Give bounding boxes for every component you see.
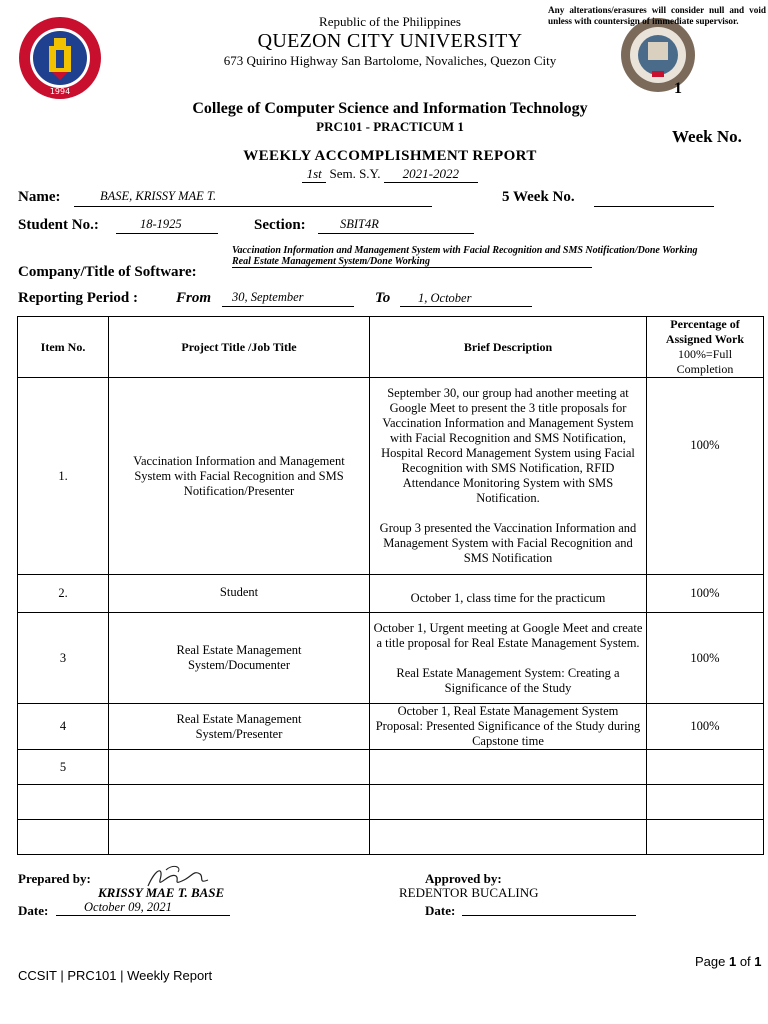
table-header-row (18, 317, 764, 378)
row-1-desc-para-2: Group 3 presented the Vaccination Information and Management System with Facial Recognition and SMS Notification (379, 521, 637, 565)
row-5-project (109, 750, 370, 785)
row-1-description (370, 378, 647, 575)
table-row (18, 704, 764, 750)
prepared-by-label: Prepared by: (18, 871, 91, 886)
row-7-description (370, 820, 647, 855)
row-7-project (109, 820, 370, 855)
alteration-notice: Any alterations/erasures will consider null and void unless with countersign of immediate supervisor. (548, 5, 766, 26)
report-title: WEEKLY ACCOMPLISHMENT REPORT (243, 148, 537, 164)
from-underline (222, 306, 354, 307)
school-year-value: 2021-2022 (384, 166, 478, 183)
name-underline (74, 206, 432, 207)
row-3-percent: 100% (647, 613, 764, 704)
from-label: From (176, 290, 212, 306)
college-name: College of Computer Science and Information Technology (192, 100, 588, 117)
period-label: Reporting Period : (18, 290, 138, 306)
name-label: Name: (18, 189, 61, 205)
row-2-project: Student (109, 575, 370, 613)
header-percentage-title: Percentage of Assigned Work (665, 317, 745, 346)
header-percentage (647, 317, 764, 378)
row-3-desc-para-1: October 1, Urgent meeting at Google Meet and create a title proposal for Real Estate Management System. (373, 620, 643, 650)
semester-line (0, 166, 768, 183)
student-no-value: 18-1925 (140, 217, 182, 231)
header-item-no: Item No. (18, 317, 109, 378)
section-underline (318, 233, 474, 234)
week-no-header: Week No. (672, 127, 742, 146)
approved-name: REDENTOR BUCALING (399, 885, 539, 900)
approved-by-label: Approved by: (425, 871, 502, 886)
table-row (18, 785, 764, 820)
course-code: PRC101 - PRACTICUM 1 (316, 119, 464, 134)
to-value: 1, October (418, 291, 472, 305)
approved-date-underline (462, 915, 636, 916)
table-row (18, 820, 764, 855)
row-3-item: 3 (18, 613, 109, 704)
row-7-item (18, 820, 109, 855)
row-6-percent (647, 785, 764, 820)
week-no-label: 5 Week No. (502, 189, 575, 205)
row-6-description (370, 785, 647, 820)
row-3-project: Real Estate Management System/Documenter (109, 613, 370, 704)
seal-number: 1 (674, 80, 682, 97)
row-4-item: 4 (18, 704, 109, 750)
week-no-underline (594, 206, 714, 207)
prepared-date-value: October 09, 2021 (84, 900, 172, 914)
header-brief-description: Brief Description (370, 317, 647, 378)
prepared-date-underline (56, 915, 230, 916)
row-7-percent (647, 820, 764, 855)
company-value (232, 245, 702, 268)
footer-text: CCSIT | PRC101 | Weekly Report (18, 968, 213, 983)
header-project-title: Project Title /Job Title (109, 317, 370, 378)
table-row (18, 613, 764, 704)
from-value: 30, September (232, 290, 304, 304)
to-underline (400, 306, 532, 307)
row-2-percent: 100% (647, 575, 764, 613)
section-value: SBIT4R (340, 217, 379, 231)
row-1-percent: 100% (647, 378, 764, 575)
row-3-desc-para-2: Real Estate Management System: Creating a Significance of the Study (396, 665, 620, 695)
company-line-1: Vaccination Information and Management System with Facial Recognition and SMS Notification/Done Working (232, 245, 698, 256)
row-5-percent (647, 750, 764, 785)
row-4-project: Real Estate Management System/Presenter (109, 704, 370, 750)
name-value: BASE, KRISSY MAE T. (100, 189, 217, 203)
table-row (18, 575, 764, 613)
row-5-item: 5 (18, 750, 109, 785)
prepared-name: KRISSY MAE T. BASE (98, 885, 225, 900)
row-1-item: 1. (18, 378, 109, 575)
university-address: 673 Quirino Highway San Bartolome, Novaliches, Quezon City (223, 53, 557, 68)
row-5-description (370, 750, 647, 785)
row-2-description: October 1, class time for the practicum (370, 575, 647, 613)
company-label: Company/Title of Software: (18, 264, 197, 280)
row-6-project (109, 785, 370, 820)
row-1-desc-para-1: September 30, our group had another meeting at Google Meet to present the 3 title proposals for Vaccination Information and Management System with Facial Recognition and SMS Notification, Hospital Record Management System using Facial Recognition with SMS Notification, RFID Attendance Monitoring System with SMS Notification. (381, 386, 635, 505)
row-4-percent: 100% (647, 704, 764, 750)
accomplishment-table (17, 316, 764, 855)
student-no-underline (116, 233, 218, 234)
semester-label: Sem. S.Y. (329, 166, 381, 181)
row-4-description: October 1, Real Estate Management System Proposal: Presented Significance of the Study during Capstone time (370, 704, 647, 750)
header-percentage-sub: 100%=Full Completion (676, 347, 734, 376)
svg-text:1994: 1994 (49, 87, 71, 96)
table-row (18, 750, 764, 785)
republic-text: Republic of the Philippines (319, 14, 461, 29)
row-2-item: 2. (18, 575, 109, 613)
semester-value: 1st (302, 166, 326, 183)
row-3-description (370, 613, 647, 704)
prepared-date-label: Date: (18, 903, 49, 918)
row-6-item (18, 785, 109, 820)
section-label: Section: (254, 217, 306, 233)
university-name: QUEZON CITY UNIVERSITY (257, 30, 523, 52)
to-label: To (375, 290, 391, 306)
table-row (18, 378, 764, 575)
row-1-project: Vaccination Information and Management System with Facial Recognition and SMS Notification/Presenter (109, 378, 370, 575)
company-line-2: Real Estate Management System/Done Working (232, 256, 592, 268)
page-number: Page 1 of 1 (695, 954, 762, 969)
approved-date-label: Date: (425, 903, 456, 918)
student-no-label: Student No.: (18, 217, 99, 233)
